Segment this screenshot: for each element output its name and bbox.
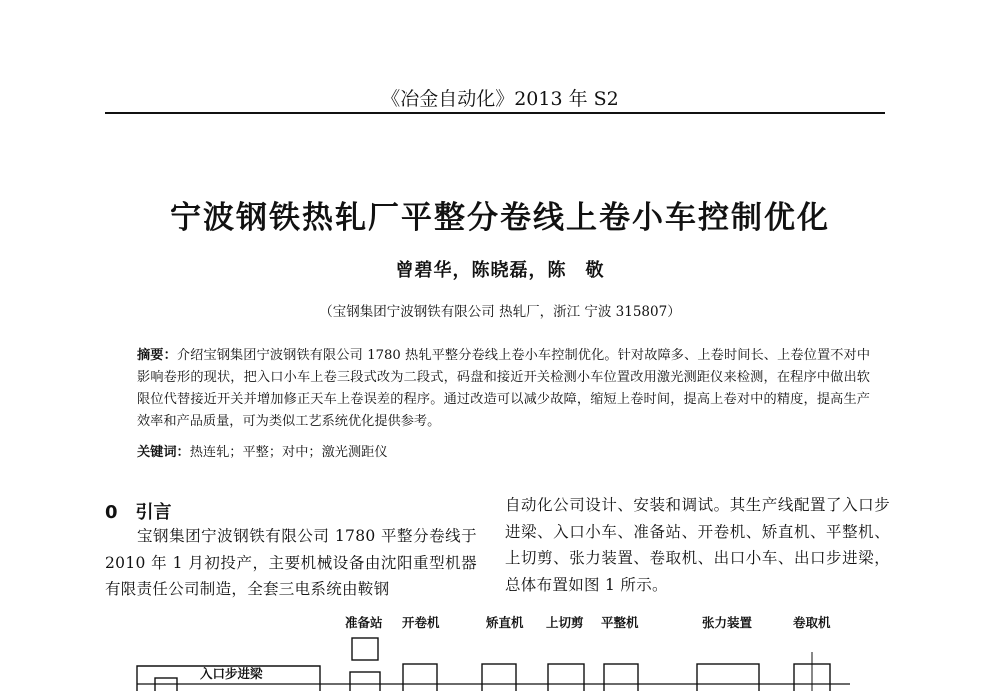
section-title: 引言 (135, 502, 172, 523)
intro-right-column: 自动化公司设计、安装和调试。其生产线配置了入口步进梁、入口小车、准备站、开卷机、矫直机、平整机、上切剪、张力装置、卷取机、出口小车、出口步进梁，总体布置如图 1 所示。 (505, 496, 890, 594)
temper-mill-box (604, 664, 638, 691)
abstract (137, 345, 870, 433)
prep-station-base (350, 672, 380, 691)
figure-1-layout-diagram (0, 600, 1000, 691)
intro-left-column: 宝钢集团宁波钢铁有限公司 1780 平整分卷线于 2010 年 1 月初投产，主要机械设备由沈阳重型机器有限责任公司制造，全套三电系统由鞍钢 (105, 527, 477, 598)
figure-label: 开卷机 (402, 615, 440, 630)
authors: 曾碧华，陈晓磊，陈 敬 (395, 260, 605, 281)
keywords (137, 441, 870, 460)
abstract-text: 介绍宝钢集团宁波钢铁有限公司 1780 热轧平整分卷线上卷小车控制优化。针对故障多、上卷时间长、上卷位置不对中影响卷形的现状，把入口小车上卷三段式改为二段式，码盘和接近开关检测小车位置改用激光测距仪来检测，在程序中做出软限位代替接近开关并增加修正天车上卷误差的程序。通过改造可以减少故障，缩短上卷时间，提高上卷对中的精度，提高生产效率和产品质量，可为类似工艺系统优化提供参考。 (137, 348, 871, 429)
prep-station-box (352, 638, 378, 660)
figure-label: 上切剪 (546, 615, 584, 630)
figure-label: 平整机 (601, 615, 639, 630)
abstract-label: 摘要： (137, 348, 177, 363)
paper-title: 宁波钢铁热轧厂平整分卷线上卷小车控制优化 (170, 200, 830, 236)
affiliation: （宝钢集团宁波钢铁有限公司 热轧厂，浙江 宁波 315807） (319, 304, 681, 320)
figure-label: 准备站 (345, 615, 383, 630)
figure-label: 张力装置 (702, 615, 753, 630)
shear-box (548, 664, 584, 691)
journal-header: 《冶金自动化》2013 年 S2 (381, 88, 619, 110)
figure-label: 矫直机 (486, 615, 524, 630)
figure-label: 卷取机 (793, 615, 831, 630)
straightener-box (482, 664, 516, 691)
inlet-beam-label: 入口步进梁 (200, 666, 263, 681)
section-heading (105, 498, 172, 524)
keywords-text: 热连轧；平整；对中；激光测距仪 (189, 445, 388, 460)
section-number: 0 (105, 502, 118, 523)
uncoiler-box (403, 664, 437, 691)
header-rule (105, 112, 885, 114)
tension-unit-box (697, 664, 759, 691)
keywords-label: 关键词： (137, 445, 190, 460)
